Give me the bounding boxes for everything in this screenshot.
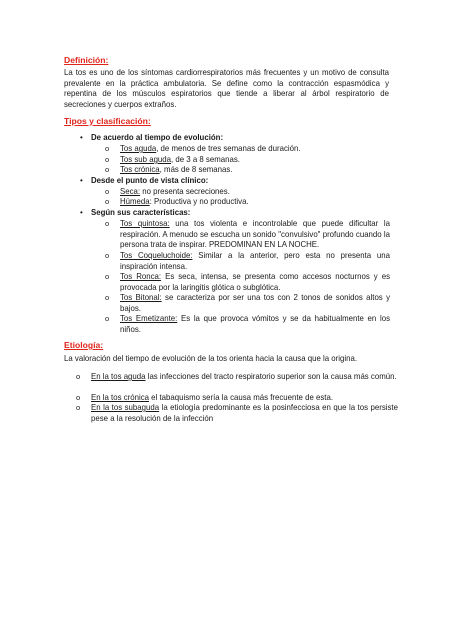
group-title-evolucion: De acuerdo al tiempo de evolución: bbox=[91, 133, 224, 142]
circle-bullet-icon: o bbox=[76, 403, 81, 412]
list-item: En la tos aguda las infecciones del tracto respiratorio superior son la causa más común. bbox=[91, 372, 397, 381]
circle-bullet-icon: o bbox=[105, 155, 110, 164]
circle-bullet-icon: o bbox=[105, 187, 110, 196]
circle-bullet-icon: o bbox=[105, 197, 110, 206]
list-item: En la tos subaguda la etiología predominante es la posinfecciosa en que la tos persiste pese a la resolución de la infección bbox=[91, 403, 398, 423]
circle-bullet-icon: o bbox=[76, 372, 81, 381]
heading-tipos: Tipos y clasificación: bbox=[64, 116, 151, 126]
circle-bullet-icon: o bbox=[105, 165, 110, 174]
list-item: Tos aguda, de menos de tres semanas de duración. bbox=[120, 144, 301, 153]
list-item: Tos Ronca: Es seca, intensa, se presenta como accesos nocturnos y es provocada por la laringitis glótica o subglótica. bbox=[120, 272, 390, 292]
group-title-caracteristicas: Según sus características: bbox=[91, 208, 191, 217]
list-item: Tos quintosa: una tos violenta e incontrolable que puede dificultar la respiración. A menudo se escucha un sonido "convulsivo" profundo cuando la persona trata de inspirar. PREDOMINAN EN LA NOCHE. bbox=[120, 219, 390, 250]
definicion-paragraph: La tos es uno de los síntomas cardiorrespiratorios más frecuentes y un motivo de consulta prevalente en la práctica ambulatoria. Se define como la contracción espasmódica y repentina de los músculos espiratorios que tiende a liberar al árbol respiratorio de secreciones y cuerpos extraños. bbox=[64, 68, 389, 110]
list-item: Tos Bitonal: se caracteriza por ser una tos con 2 tonos de sonidos altos y bajos. bbox=[120, 293, 390, 313]
circle-bullet-icon: o bbox=[76, 393, 81, 402]
circle-bullet-icon: o bbox=[105, 293, 110, 302]
list-item: Húmeda: Productiva y no productiva. bbox=[120, 197, 249, 206]
heading-definicion: Definición: bbox=[64, 55, 109, 65]
circle-bullet-icon: o bbox=[105, 314, 110, 323]
circle-bullet-icon: o bbox=[105, 251, 110, 260]
heading-etiologia: Etiología: bbox=[64, 340, 104, 350]
list-item: Seca: no presenta secreciones. bbox=[120, 187, 230, 196]
etiologia-intro: La valoración del tiempo de evolución de la tos orienta hacia la causa que la origina. bbox=[64, 354, 358, 363]
circle-bullet-icon: o bbox=[105, 144, 110, 153]
circle-bullet-icon: o bbox=[105, 272, 110, 281]
list-item: Tos crónica, más de 8 semanas. bbox=[120, 165, 233, 174]
list-item: Tos sub aguda, de 3 a 8 semanas. bbox=[120, 155, 240, 164]
list-item: En la tos crónica el tabaquismo sería la causa más frecuente de esta. bbox=[91, 393, 333, 402]
group-title-clinico: Desde el punto de vista clínico: bbox=[91, 176, 209, 185]
bullet-icon: • bbox=[80, 208, 83, 217]
list-item: Tos Emetizante: Es la que provoca vómitos y se da habitualmente en los niños. bbox=[120, 314, 390, 334]
list-item: Tos Coqueluchoide: Similar a la anterior, pero esta no presenta una inspiración intensa. bbox=[120, 251, 390, 271]
bullet-icon: • bbox=[80, 176, 83, 185]
circle-bullet-icon: o bbox=[105, 219, 110, 228]
bullet-icon: • bbox=[80, 133, 83, 142]
